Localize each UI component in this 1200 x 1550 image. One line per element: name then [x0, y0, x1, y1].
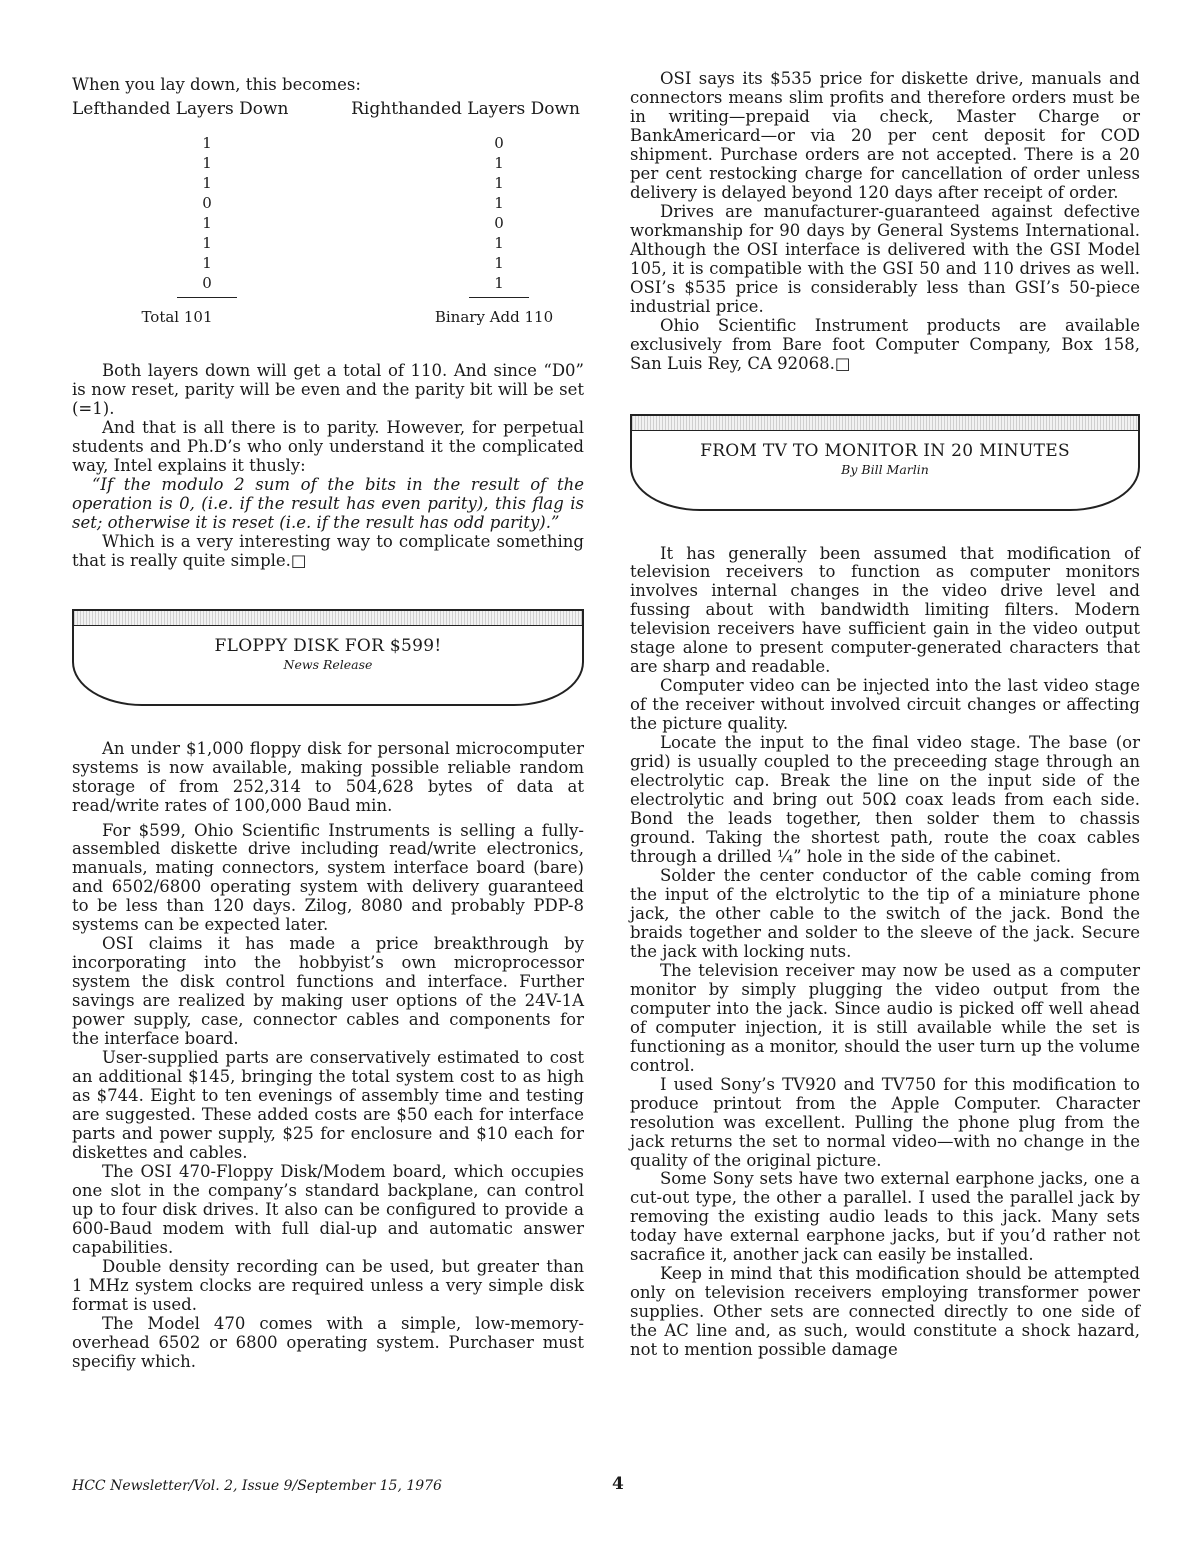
left-total: Total 101: [141, 307, 213, 326]
left-column: [72, 70, 584, 1372]
right-bit: 0: [494, 213, 504, 232]
article-paragraph: The OSI 470-Floppy Disk/Modem board, which occupies one slot in the company’s standard backplane, can control up to four disk drives. It also can be configured to provide a 600-Baud modem with full dial-up and automatic answer capabilities.: [72, 1161, 584, 1257]
page-number: 4: [612, 1474, 624, 1494]
shaded-band: [632, 416, 1138, 431]
left-bit: 1: [202, 173, 212, 192]
right-total: Binary Add 110: [434, 307, 554, 326]
article-paragraph: Ohio Scientific Instrument products are available exclusively from Bare foot Computer Company, Box 158, San Luis Rey, CA 92068.□: [630, 315, 1140, 373]
left-bit: 1: [202, 213, 212, 232]
article-paragraph: The television receiver may now be used as a computer monitor by simply plugging the video output from the computer into the jack. Since audio is picked off well ahead of computer injection, it is still available while the set is functioning as a monitor, should the user turn up the volume control.: [630, 960, 1140, 1075]
article-paragraph: Locate the input to the final video stage. The base (or grid) is usually coupled to the preceeding stage through an electrolytic cap. Break the line on the input side of the electrolytic and bring out 50Ω coax leads from each side. Bond the leads together, then solder them to chassis ground. Taking the shortest path, route the coax cables through a drilled ¼” hole in the side of the cabinet.: [630, 733, 1140, 866]
floppy-title: FLOPPY DISK FOR $599!: [214, 635, 442, 656]
article-paragraph: An under $1,000 floppy disk for personal microcomputer systems is now available, making possible reliable random storage of from 252,314 to 504,628 bytes of data at read/write rates of 100,000 Baud min.: [72, 738, 584, 815]
right-header: Righthanded Layers Down: [351, 98, 580, 119]
left-bit: 1: [202, 133, 212, 152]
intel-quote-text: “If the modulo 2 sum of the bits in the result of the operation is 0, (i.e. if the result has even parity), this flag is set; otherwise it is reset (i.e. if the result has odd parity).”: [72, 474, 584, 532]
article-paragraph: It has generally been assumed that modification of television receivers to function as computer monitors involves internal changes in the video drive level and fussing about with bandwidth limiting filters. Modern television receivers have sufficient gain in the video output stage alone to present computer-generated characters that are sharp and readable.: [630, 543, 1140, 677]
parity-intro: When you lay down, this becomes:: [72, 75, 361, 94]
parity-paragraph: And that is all there is to parity. However, for perpetual students and Ph.D’s who only understand it the complicated way, Intel explains it thusly:: [72, 417, 584, 475]
left-bit: 0: [202, 273, 212, 292]
article-paragraph: The Model 470 comes with a simple, low-memory-overhead 6502 or 6800 operating system. Purchaser must specifiy which.: [72, 1313, 584, 1371]
right-bit: 1: [494, 153, 504, 172]
left-bit: 0: [202, 193, 212, 212]
sum-rule: [469, 297, 529, 298]
right-bit: 0: [494, 133, 504, 152]
parity-paragraph: Both layers down will get a total of 110. And since “D0” is now reset, parity will be even and the parity bit will be set (=1).: [72, 360, 584, 418]
right-bit: 1: [494, 233, 504, 252]
article-paragraph: Double density recording can be used, but greater than 1 MHz system clocks are required unless a very simple disk format is used.: [72, 1256, 584, 1314]
article-paragraph: Some Sony sets have two external earphone jacks, one a cut-out type, the other a parallel. I used the parallel jack by removing the existing audio leads to this jack. Many sets today have external earphone jacks, but if you’d rather not sacrafice it, another jack can easily be installed.: [630, 1169, 1140, 1265]
left-bits-column: [142, 133, 272, 326]
article-paragraph: User-supplied parts are conservatively estimated to cost an additional $145, bringing the total system cost to as high as $744. Eight to ten evenings of assembly time and testing are suggested. These added costs are $50 each for interface parts and power supply, $25 for enclosure and $10 each for diskettes and cables.: [72, 1048, 584, 1162]
parity-paragraph: Which is a very interesting way to complicate something that is really quite simple.□: [72, 531, 584, 570]
tv-title: FROM TV TO MONITOR IN 20 MINUTES: [700, 440, 1070, 461]
article-paragraph: Computer video can be injected into the last video stage of the receiver without involved circuit changes or affecting the picture quality.: [630, 676, 1140, 734]
parity-table: [72, 133, 584, 326]
left-bit: 1: [202, 153, 212, 172]
intel-quote: [72, 476, 584, 533]
article-paragraph: Keep in mind that this modification should be attempted only on television receivers employing transformer power supplies. Other sets are connected directly to one side of the AC line and, as such, would constitute a shock hazard, not to mention possible damage: [630, 1264, 1140, 1360]
parity-headers: [72, 99, 584, 119]
article-paragraph: For $599, Ohio Scientific Instruments is selling a fully-assembled diskette drive including read/write electronics, manuals, mating connectors, system interface board (bare) and 6502/6800 operating system with delivery guaranteed to be less than 120 days. Zilog, 8080 and probably PDP-8 systems can be expected later.: [72, 820, 584, 935]
right-bit: 1: [494, 253, 504, 272]
floppy-headline-box: [72, 609, 584, 706]
tv-byline: By Bill Marlin: [841, 461, 929, 477]
article-paragraph: Solder the center conductor of the cable coming from the input of the elctrolytic to the tip of a miniature phone jack, the other cable to the switch of the jack. Bond the braids together and solder to the sleeve of the jack. Secure the jack with locking nuts.: [630, 865, 1140, 961]
article-paragraph: OSI claims it has made a price breakthrough by incorporating into the hobbyist’s own microprocessor system the disk control functions and interface. Further savings are realized by making user options of the 24V-1A power supply, case, connector cables and components for the interface board.: [72, 934, 584, 1049]
right-bit: 1: [494, 173, 504, 192]
article-paragraph: OSI says its $535 price for diskette drive, manuals and connectors means slim profits and therefore orders must be in writing—prepaid via check, Master Charge or BankAmericard—or via 20 per cent deposit for COD shipment. Purchase orders are not accepted. There is a 20 per cent restocking charge for cancellation of order unless delivery is delayed beyond 120 days after receipt of order.: [630, 69, 1140, 202]
article-paragraph: I used Sony’s TV920 and TV750 for this modification to produce printout from the Apple Computer. Character resolution was excellent. Pulling the phone plug from the jack returns the set to normal video—with no change in the quality of the original picture.: [630, 1074, 1140, 1170]
right-bit: 1: [494, 193, 504, 212]
tv-headline-box: [630, 414, 1140, 511]
right-bit: 1: [494, 273, 504, 292]
article-paragraph: Drives are manufacturer-guaranteed against defective workmanship for 90 days by General Systems International. Although the OSI interface is delivered with the GSI Model 105, it is compatible with the GSI 50 and 110 drives as well. OSI’s $535 price is considerably less than GSI’s 50-piece industrial price.: [630, 201, 1140, 316]
left-header: Lefthanded Layers Down: [72, 98, 289, 119]
right-bits-column: [434, 133, 564, 326]
floppy-subtitle: News Release: [283, 656, 373, 672]
left-bit: 1: [202, 233, 212, 252]
publication-footer: HCC Newsletter/Vol. 2, Issue 9/September 15, 1976: [72, 1478, 442, 1494]
shaded-band: [74, 611, 582, 626]
sum-rule: [177, 297, 237, 298]
right-column: [630, 70, 1140, 1360]
left-bit: 1: [202, 253, 212, 272]
